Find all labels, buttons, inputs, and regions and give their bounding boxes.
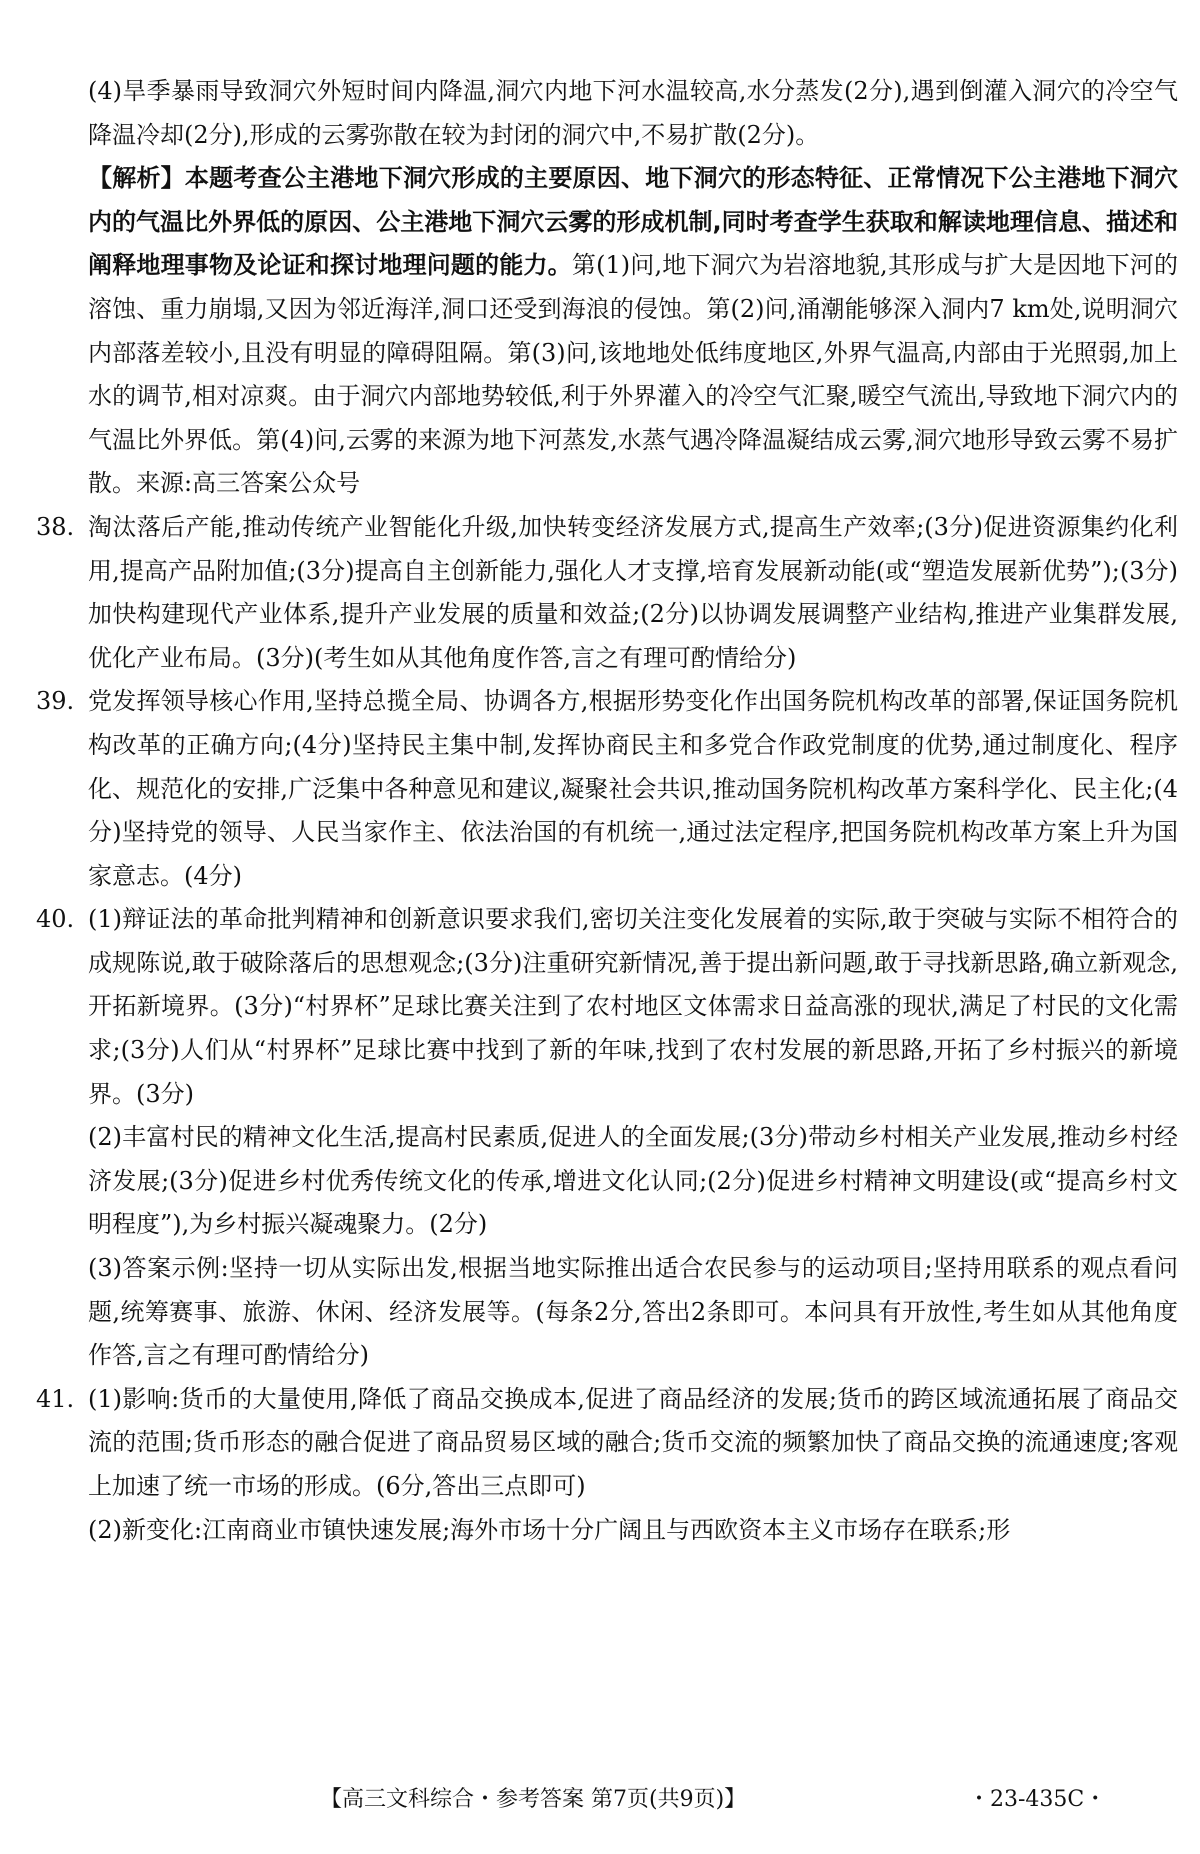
question-number: 41. bbox=[36, 1384, 75, 1413]
analysis-paragraph bbox=[36, 157, 1178, 506]
question-number: 39. bbox=[36, 687, 75, 716]
answer-40 bbox=[36, 898, 1178, 1378]
answer-40-2: (2)丰富村民的精神文化生活,提高村民素质,促进人的全面发展;(3分)带动乡村相关产业发展,推动乡村经济发展;(3分)促进乡村优秀传统文化的传承,增进文化认同;(2分)促进乡村精神文明建设(或“提高乡村文明程度”),为乡村振兴凝魂聚力。(2分) bbox=[88, 1123, 1178, 1239]
answer-37-4: (4)旱季暴雨导致洞穴外短时间内降温,洞穴内地下河水温较高,水分蒸发(2分),遇到倒灌入洞穴的冷空气降温冷却(2分),形成的云雾弥散在较为封闭的洞穴中,不易扩散(2分)。 bbox=[88, 77, 1178, 149]
answer-41 bbox=[36, 1378, 1178, 1552]
answer-page bbox=[36, 70, 1178, 1552]
question-number: 40. bbox=[36, 905, 75, 934]
analysis-heading: 【解析】本题考查公主港地下洞穴形成的主要原因、地下洞穴的形态特征、正常情况下公主港地下洞穴内的气温比外界低的原因、公主港地下洞穴云雾的形成机制,同时考查学生获取和解读地理信息、描述和阐释地理事物及论证和探讨地理问题的能力。 bbox=[88, 164, 1178, 280]
footer-title: 【高三文科综合・参考答案 第7页(共9页)】 bbox=[320, 1787, 747, 1812]
answer-40-3: (3)答案示例:坚持一切从实际出发,根据当地实际推出适合农民参与的运动项目;坚持用联系的观点看问题,统筹赛事、旅游、休闲、经济发展等。(每条2分,答出2条即可。本问具有开放性,考生如从其他角度作答,言之有理可酌情给分) bbox=[88, 1254, 1178, 1370]
footer-code: ・23-435C・ bbox=[968, 1787, 1107, 1812]
analysis-text: 第(1)问,地下洞穴为岩溶地貌,其形成与扩大是因地下河的溶蚀、重力崩塌,又因为邻近海洋,洞口还受到海浪的侵蚀。第(2)问,涌潮能够深入洞内7 km处,说明洞穴内部落差较小,且没有明显的障碍阻隔。第(3)问,该地地处低纬度地区,外界气温高,内部由于光照弱,加上水的调节,相对凉爽。由于洞穴内部地势较低,利于外界灌入的冷空气汇聚,暖空气流出,导致地下洞穴内的气温比外界低。第(4)问,云雾的来源为地下河蒸发,水蒸气遇冷降温凝结成云雾,洞穴地形导致云雾不易扩散。来源:高三答案公众号 bbox=[88, 251, 1178, 498]
answer-40-1: (1)辩证法的革命批判精神和创新意识要求我们,密切关注变化发展着的实际,敢于突破与实际不相符合的成规陈说,敢于破除落后的思想观念;(3分)注重研究新情况,善于提出新问题,敢于寻找新思路,确立新观念,开拓新境界。(3分)“村界杯”足球比赛关注到了农村地区文体需求日益高涨的现状,满足了村民的文化需求;(3分)人们从“村界杯”足球比赛中找到了新的年味,找到了农村发展的新思路,开拓了乡村振兴的新境界。(3分) bbox=[88, 905, 1178, 1108]
question-number: 38. bbox=[36, 512, 75, 541]
answer-41-1: (1)影响:货币的大量使用,降低了商品交换成本,促进了商品经济的发展;货币的跨区域流通拓展了商品交流的范围;货币形态的融合促进了商品贸易区域的融合;货币交流的频繁加快了商品交换的流通速度;客观上加速了统一市场的形成。(6分,答出三点即可) bbox=[88, 1384, 1178, 1500]
page-footer bbox=[0, 1780, 1200, 1820]
answer-39-text: 党发挥领导核心作用,坚持总揽全局、协调各方,根据形势变化作出国务院机构改革的部署,保证国务院机构改革的正确方向;(4分)坚持民主集中制,发挥协商民主和多党合作政党制度的优势,通过制度化、程序化、规范化的安排,广泛集中各种意见和建议,凝聚社会共识,推动国务院机构改革方案科学化、民主化;(4分)坚持党的领导、人民当家作主、依法治国的有机统一,通过法定程序,把国务院机构改革方案上升为国家意志。(4分) bbox=[88, 687, 1178, 890]
answer-38 bbox=[36, 506, 1178, 680]
answer-39 bbox=[36, 680, 1178, 898]
answer-41-2: (2)新变化:江南商业市镇快速发展;海外市场十分广阔且与西欧资本主义市场存在联系;形 bbox=[88, 1515, 1011, 1544]
answer-38-text: 淘汰落后产能,推动传统产业智能化升级,加快转变经济发展方式,提高生产效率;(3分)促进资源集约化利用,提高产品附加值;(3分)提高自主创新能力,强化人才支撑,培育发展新动能(或“塑造发展新优势”);(3分)加快构建现代产业体系,提升产业发展的质量和效益;(2分)以协调发展调整产业结构,推进产业集群发展,优化产业布局。(3分)(考生如从其他角度作答,言之有理可酌情给分) bbox=[88, 512, 1178, 672]
